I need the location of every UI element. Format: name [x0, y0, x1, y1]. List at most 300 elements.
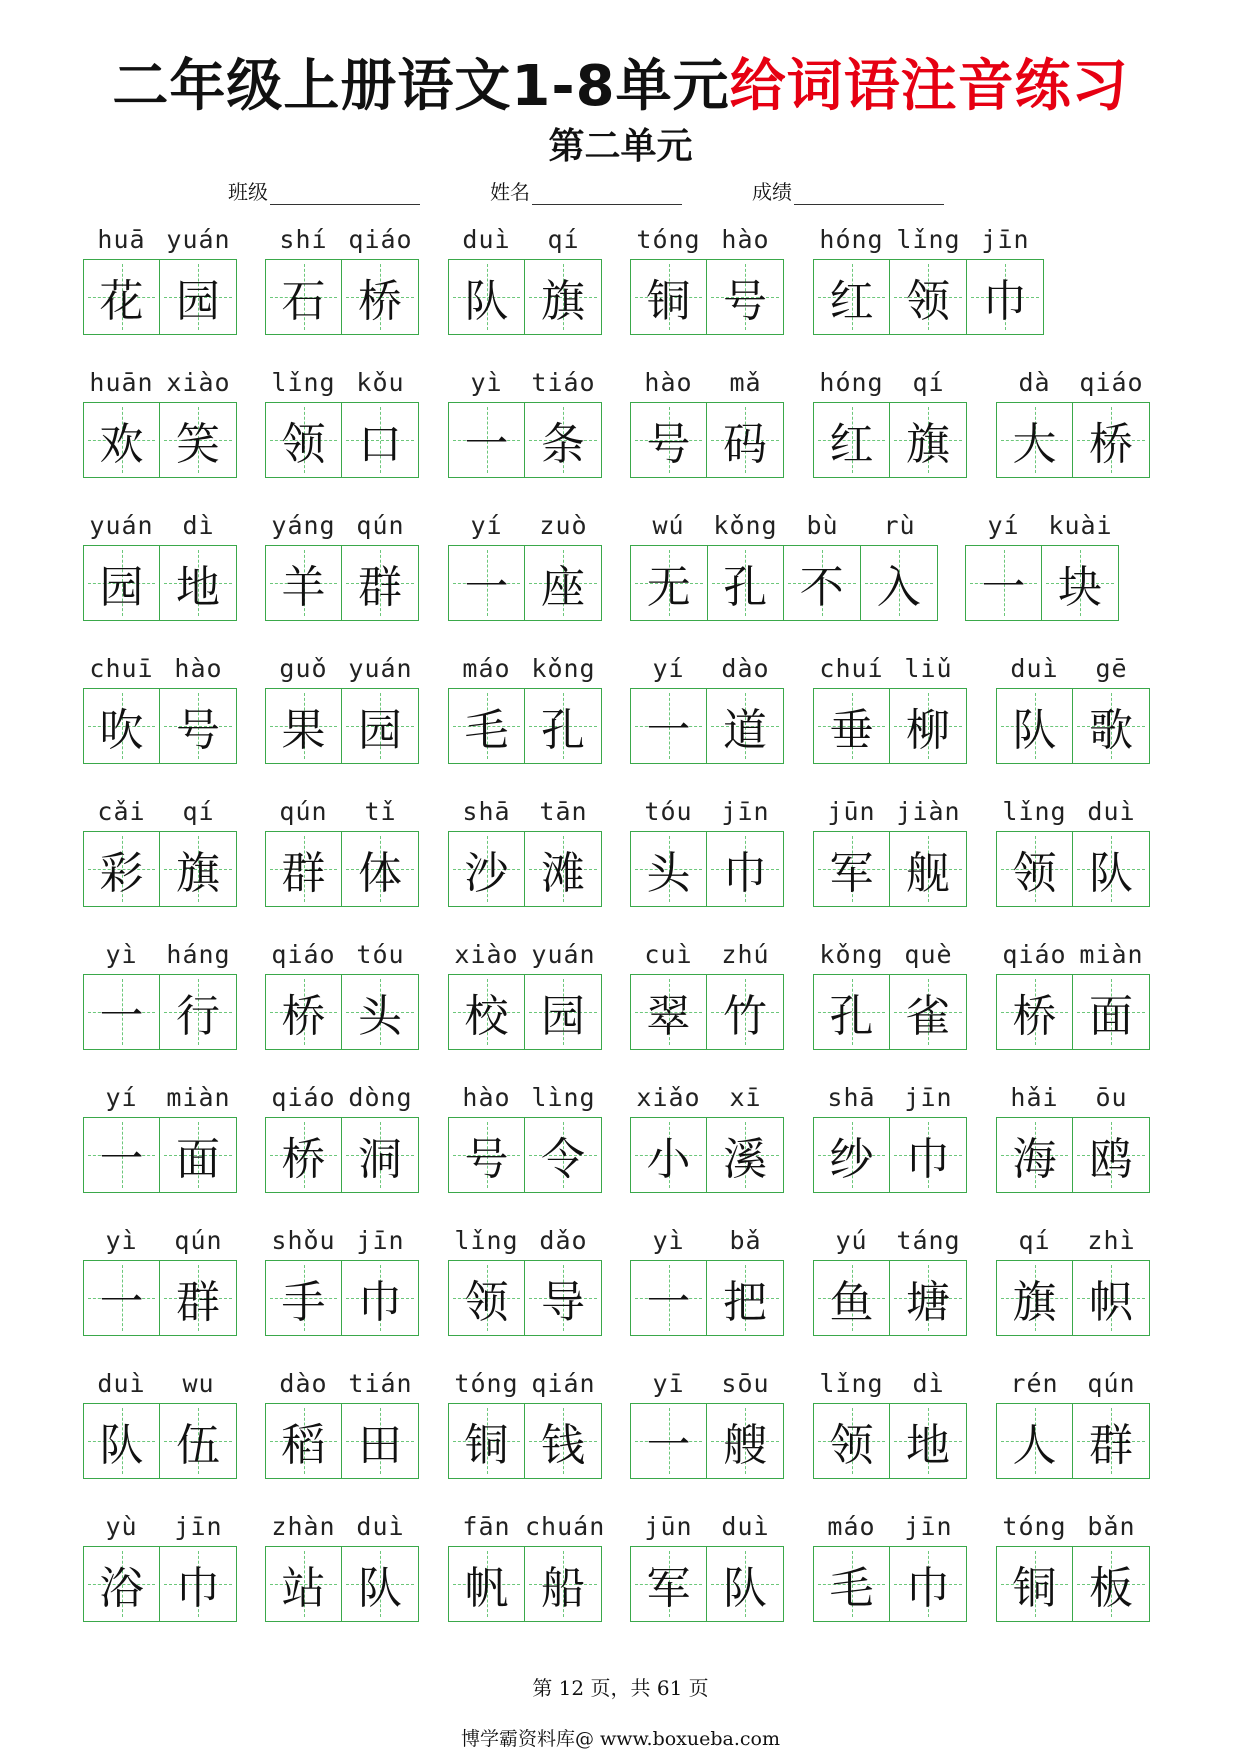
pinyin-syllable: qí — [1018, 1226, 1051, 1255]
hanzi: 头 — [358, 991, 402, 1042]
pinyin-row — [83, 1226, 237, 1260]
pinyin-syllable: jīn — [174, 1512, 223, 1541]
hanzi: 口 — [358, 419, 402, 470]
tianzige-boxes — [265, 1546, 419, 1622]
pinyin-syllable: tóng — [1002, 1512, 1067, 1541]
character-cell — [814, 260, 890, 334]
pinyin-row — [265, 225, 419, 259]
pinyin-row — [448, 225, 602, 259]
pinyin-syllable: yú — [835, 1226, 868, 1255]
hanzi: 花 — [99, 276, 144, 327]
hanzi: 一 — [646, 705, 691, 756]
pinyin-syllable: shā — [462, 797, 511, 826]
tianzige-boxes — [83, 1403, 237, 1479]
pinyin-syllable: chuí — [819, 654, 884, 683]
character-cell — [449, 546, 525, 620]
pinyin-row — [83, 797, 237, 831]
hanzi: 队 — [99, 1420, 144, 1471]
pinyin-syllable: tiáo — [531, 368, 596, 397]
pinyin-row — [813, 1369, 967, 1403]
pinyin-syllable: qiáo — [348, 225, 413, 254]
hanzi: 领 — [464, 1277, 509, 1328]
tianzige-boxes — [448, 545, 602, 621]
character-cell — [342, 1547, 418, 1621]
pinyin-syllable: jūn — [827, 797, 876, 826]
tianzige-boxes — [448, 259, 602, 335]
tianzige-boxes — [813, 974, 967, 1050]
pinyin-syllable: rù — [883, 511, 916, 540]
tianzige-boxes — [83, 974, 237, 1050]
class-blank[interactable] — [270, 182, 420, 205]
tianzige-boxes — [265, 545, 419, 621]
pinyin-syllable: yī — [652, 1369, 685, 1398]
tianzige-boxes — [265, 688, 419, 764]
character-cell — [266, 689, 342, 763]
pinyin-syllable: qún — [356, 511, 405, 540]
pinyin-syllable: dào — [721, 654, 770, 683]
tianzige-boxes — [265, 259, 419, 335]
pinyin-row — [996, 1226, 1150, 1260]
character-cell — [631, 403, 707, 477]
character-cell — [631, 832, 707, 906]
character-cell — [266, 1261, 342, 1335]
tianzige-boxes — [448, 1117, 602, 1193]
pinyin-syllable: zhì — [1087, 1226, 1136, 1255]
character-cell — [266, 832, 342, 906]
hanzi: 红 — [829, 419, 874, 470]
character-cell — [266, 1118, 342, 1192]
pinyin-syllable: lǐng — [271, 368, 336, 397]
pinyin-syllable: tián — [348, 1369, 413, 1398]
tianzige-boxes — [996, 1117, 1150, 1193]
character-cell — [890, 1261, 966, 1335]
character-cell — [631, 1261, 707, 1335]
hanzi: 园 — [541, 991, 585, 1042]
character-cell — [342, 832, 418, 906]
score-label: 成绩 — [752, 180, 792, 204]
pinyin-syllable: háng — [166, 940, 231, 969]
character-cell — [814, 1261, 890, 1335]
hanzi: 巾 — [176, 1563, 220, 1614]
hanzi: 孔 — [723, 562, 768, 613]
character-cell — [966, 546, 1042, 620]
tianzige-boxes — [630, 545, 938, 621]
hanzi: 伍 — [176, 1420, 220, 1471]
character-cell — [266, 260, 342, 334]
pinyin-syllable: shā — [827, 1083, 876, 1112]
pinyin-syllable: yí — [105, 1083, 138, 1112]
pinyin-row — [630, 368, 784, 402]
character-cell — [266, 1547, 342, 1621]
tianzige-boxes — [265, 1403, 419, 1479]
pinyin-row — [448, 1226, 602, 1260]
tianzige-boxes — [813, 1260, 967, 1336]
character-cell — [1073, 689, 1149, 763]
hanzi: 军 — [829, 848, 874, 899]
pinyin-syllable: wu — [182, 1369, 215, 1398]
hanzi: 塘 — [906, 1277, 950, 1328]
hanzi: 巾 — [723, 848, 767, 899]
tianzige-boxes — [996, 1403, 1150, 1479]
character-cell — [784, 546, 861, 620]
pinyin-row — [630, 797, 784, 831]
name-blank[interactable] — [532, 182, 682, 205]
character-cell — [814, 689, 890, 763]
pinyin-row — [996, 1083, 1150, 1117]
character-cell — [160, 403, 236, 477]
hanzi: 毛 — [829, 1563, 874, 1614]
tianzige-boxes — [265, 1260, 419, 1336]
pinyin-syllable: huān — [89, 368, 154, 397]
tianzige-boxes — [630, 831, 784, 907]
character-cell — [1073, 1261, 1149, 1335]
hanzi: 沙 — [464, 848, 509, 899]
hanzi: 毛 — [464, 705, 509, 756]
tianzige-boxes — [448, 1403, 602, 1479]
pinyin-row — [996, 797, 1150, 831]
character-cell — [890, 689, 966, 763]
character-cell — [84, 1261, 160, 1335]
pinyin-syllable: miàn — [1079, 940, 1144, 969]
tianzige-boxes — [83, 1260, 237, 1336]
pinyin-row — [265, 654, 419, 688]
pinyin-syllable: xiǎo — [636, 1083, 701, 1112]
character-cell — [342, 403, 418, 477]
hanzi: 旗 — [541, 276, 585, 327]
pinyin-row — [448, 1083, 602, 1117]
tianzige-boxes — [83, 1546, 237, 1622]
tianzige-boxes — [965, 545, 1119, 621]
character-cell — [84, 403, 160, 477]
pinyin-row — [996, 1369, 1150, 1403]
tianzige-boxes — [630, 259, 784, 335]
pinyin-row — [83, 368, 237, 402]
character-cell — [525, 1404, 601, 1478]
hanzi: 田 — [358, 1420, 402, 1471]
pinyin-syllable: yuán — [89, 511, 154, 540]
character-cell — [266, 1404, 342, 1478]
hanzi: 队 — [1089, 848, 1133, 899]
pinyin-syllable: dòng — [348, 1083, 413, 1112]
character-cell — [84, 832, 160, 906]
character-cell — [890, 1404, 966, 1478]
character-cell — [707, 975, 783, 1049]
class-label: 班级 — [228, 180, 268, 204]
pinyin-row — [265, 1226, 419, 1260]
pinyin-row — [630, 1512, 784, 1546]
pinyin-syllable: yí — [987, 511, 1020, 540]
character-cell — [525, 1547, 601, 1621]
pinyin-syllable: kǒng — [713, 511, 778, 540]
tianzige-boxes — [630, 1260, 784, 1336]
hanzi: 领 — [906, 276, 951, 327]
pinyin-syllable: jīn — [904, 1083, 953, 1112]
hanzi: 号 — [176, 705, 220, 756]
hanzi: 孔 — [541, 705, 585, 756]
character-cell — [967, 260, 1043, 334]
pinyin-syllable: tǐ — [364, 797, 397, 826]
student-info — [0, 176, 1241, 206]
character-cell — [814, 1118, 890, 1192]
pinyin-syllable: tóng — [454, 1369, 519, 1398]
pinyin-syllable: hào — [174, 654, 223, 683]
pinyin-row — [630, 940, 784, 974]
hanzi: 群 — [358, 562, 402, 613]
character-cell — [890, 832, 966, 906]
hanzi: 园 — [358, 705, 402, 756]
character-cell — [707, 1547, 783, 1621]
character-cell — [707, 260, 783, 334]
pinyin-syllable: miàn — [166, 1083, 231, 1112]
character-cell — [449, 403, 525, 477]
pinyin-row — [448, 368, 602, 402]
pinyin-syllable: duì — [721, 1512, 770, 1541]
hanzi: 领 — [1012, 848, 1057, 899]
pinyin-syllable: yì — [105, 940, 138, 969]
hanzi: 滩 — [541, 848, 585, 899]
hanzi: 铜 — [464, 1420, 509, 1471]
hanzi: 巾 — [982, 276, 1027, 327]
score-blank[interactable] — [794, 182, 944, 205]
character-cell — [525, 1118, 601, 1192]
tianzige-boxes — [265, 402, 419, 478]
hanzi: 旗 — [906, 419, 950, 470]
pinyin-syllable: dǎo — [539, 1226, 588, 1255]
pinyin-syllable: lǐng — [819, 1369, 884, 1398]
pinyin-row — [813, 797, 967, 831]
hanzi: 块 — [1058, 562, 1102, 613]
pinyin-syllable: duì — [1087, 797, 1136, 826]
hanzi: 号 — [723, 276, 767, 327]
character-cell — [160, 1404, 236, 1478]
pinyin-row — [448, 797, 602, 831]
pinyin-syllable: yì — [470, 368, 503, 397]
character-cell — [342, 689, 418, 763]
hanzi: 帆 — [464, 1563, 509, 1614]
tianzige-boxes — [813, 831, 967, 907]
hanzi: 红 — [829, 276, 874, 327]
hanzi: 面 — [1089, 991, 1133, 1042]
hanzi: 令 — [541, 1134, 585, 1185]
pinyin-row — [265, 1369, 419, 1403]
character-cell — [160, 832, 236, 906]
character-cell — [631, 1547, 707, 1621]
pinyin-row — [813, 225, 1044, 259]
pinyin-syllable: jīn — [356, 1226, 405, 1255]
hanzi: 旗 — [1012, 1277, 1057, 1328]
pinyin-syllable: qún — [174, 1226, 223, 1255]
hanzi: 溪 — [723, 1134, 767, 1185]
tianzige-boxes — [83, 1117, 237, 1193]
pinyin-row — [813, 940, 967, 974]
pinyin-syllable: bǎ — [729, 1226, 762, 1255]
pinyin-row — [448, 1369, 602, 1403]
tianzige-boxes — [448, 402, 602, 478]
character-cell — [449, 689, 525, 763]
character-cell — [631, 1404, 707, 1478]
character-cell — [631, 260, 707, 334]
pinyin-syllable: yì — [652, 1226, 685, 1255]
pinyin-syllable: jūn — [644, 1512, 693, 1541]
character-cell — [997, 689, 1073, 763]
character-cell — [160, 260, 236, 334]
character-cell — [707, 689, 783, 763]
hanzi: 不 — [799, 562, 844, 613]
hanzi: 把 — [723, 1277, 767, 1328]
hanzi: 地 — [906, 1420, 950, 1471]
hanzi: 船 — [541, 1563, 585, 1614]
pinyin-syllable: duì — [462, 225, 511, 254]
character-cell — [160, 689, 236, 763]
unit-subtitle: 第二单元 — [548, 126, 693, 167]
character-cell — [997, 1118, 1073, 1192]
character-cell — [1073, 1404, 1149, 1478]
hanzi: 洞 — [358, 1134, 402, 1185]
pinyin-row — [813, 1226, 967, 1260]
hanzi: 军 — [646, 1563, 691, 1614]
character-cell — [707, 403, 783, 477]
pinyin-syllable: gē — [1095, 654, 1128, 683]
pinyin-syllable: yáng — [271, 511, 336, 540]
class-field[interactable] — [228, 176, 420, 205]
hanzi: 果 — [281, 705, 326, 756]
tianzige-boxes — [265, 1117, 419, 1193]
pinyin-syllable: xiào — [166, 368, 231, 397]
character-cell — [525, 1261, 601, 1335]
pinyin-syllable: xī — [729, 1083, 762, 1112]
hanzi: 帜 — [1089, 1277, 1133, 1328]
character-cell — [160, 1261, 236, 1335]
character-cell — [525, 975, 601, 1049]
character-cell — [160, 975, 236, 1049]
character-cell — [890, 260, 966, 334]
hanzi: 竹 — [723, 991, 767, 1042]
hanzi: 吹 — [99, 705, 144, 756]
hanzi: 号 — [646, 419, 691, 470]
character-cell — [525, 546, 601, 620]
hanzi: 群 — [281, 848, 326, 899]
tianzige-boxes — [265, 974, 419, 1050]
tianzige-boxes — [448, 974, 602, 1050]
pinyin-row — [630, 225, 784, 259]
pinyin-syllable: bǎn — [1087, 1512, 1136, 1541]
hanzi: 入 — [876, 562, 921, 613]
hanzi: 孔 — [829, 991, 874, 1042]
hanzi: 码 — [723, 419, 767, 470]
character-cell — [525, 260, 601, 334]
hanzi: 雀 — [906, 991, 950, 1042]
character-cell — [631, 546, 708, 620]
tianzige-boxes — [265, 831, 419, 907]
character-cell — [449, 832, 525, 906]
pinyin-row — [448, 940, 602, 974]
pinyin-syllable: dì — [182, 511, 215, 540]
pinyin-row — [448, 511, 602, 545]
pinyin-syllable: yuán — [166, 225, 231, 254]
hanzi: 钱 — [541, 1420, 585, 1471]
hanzi: 巾 — [906, 1134, 950, 1185]
pinyin-syllable: qián — [531, 1369, 596, 1398]
pinyin-row — [265, 797, 419, 831]
pinyin-syllable: jiàn — [896, 797, 961, 826]
tianzige-boxes — [83, 688, 237, 764]
hanzi: 鸥 — [1089, 1134, 1133, 1185]
character-cell — [342, 975, 418, 1049]
pinyin-syllable: lìng — [531, 1083, 596, 1112]
hanzi: 艘 — [723, 1420, 767, 1471]
pinyin-row — [83, 511, 237, 545]
pinyin-row — [630, 1369, 784, 1403]
pinyin-syllable: tóu — [644, 797, 693, 826]
hanzi: 翠 — [646, 991, 691, 1042]
pinyin-syllable: tóu — [356, 940, 405, 969]
pinyin-row — [996, 654, 1150, 688]
hanzi: 头 — [646, 848, 691, 899]
hanzi: 铜 — [646, 276, 691, 327]
pinyin-syllable: zuò — [539, 511, 588, 540]
pinyin-syllable: sōu — [721, 1369, 770, 1398]
tianzige-boxes — [996, 1546, 1150, 1622]
character-cell — [814, 975, 890, 1049]
pinyin-row — [265, 1083, 419, 1117]
pinyin-syllable: tóng — [636, 225, 701, 254]
hanzi: 桥 — [281, 1134, 326, 1185]
tianzige-boxes — [83, 545, 237, 621]
character-cell — [342, 1261, 418, 1335]
pinyin-syllable: kuài — [1048, 511, 1113, 540]
pinyin-syllable: yì — [105, 1226, 138, 1255]
hanzi: 队 — [464, 276, 509, 327]
title-highlight: 给词语注音练习 — [729, 54, 1129, 119]
hanzi: 群 — [1089, 1420, 1133, 1471]
hanzi: 地 — [176, 562, 220, 613]
character-cell — [449, 1547, 525, 1621]
hanzi: 一 — [981, 562, 1026, 613]
score-field[interactable] — [752, 176, 944, 205]
name-label: 姓名 — [490, 180, 530, 204]
pinyin-syllable: liǔ — [904, 654, 953, 683]
hanzi: 园 — [99, 562, 144, 613]
pinyin-row — [83, 654, 237, 688]
character-cell — [814, 832, 890, 906]
pinyin-syllable: yuán — [348, 654, 413, 683]
tianzige-boxes — [83, 402, 237, 478]
pinyin-row — [448, 654, 602, 688]
character-cell — [160, 1547, 236, 1621]
tianzige-boxes — [630, 1403, 784, 1479]
pinyin-row — [83, 225, 237, 259]
pinyin-syllable: kǒng — [819, 940, 884, 969]
character-cell — [707, 1118, 783, 1192]
pinyin-row — [83, 1083, 237, 1117]
character-cell — [1073, 403, 1149, 477]
tianzige-boxes — [996, 974, 1150, 1050]
character-cell — [449, 260, 525, 334]
hanzi: 一 — [99, 991, 144, 1042]
page-title — [0, 42, 1241, 122]
character-cell — [707, 1261, 783, 1335]
pinyin-syllable: duì — [97, 1369, 146, 1398]
character-cell — [997, 403, 1073, 477]
hanzi: 柳 — [906, 705, 950, 756]
name-field[interactable] — [490, 176, 682, 205]
character-cell — [1073, 832, 1149, 906]
hanzi: 彩 — [99, 848, 144, 899]
hanzi: 巾 — [358, 1277, 402, 1328]
hanzi: 号 — [464, 1134, 509, 1185]
pinyin-syllable: máo — [462, 654, 511, 683]
pinyin-syllable: hóng — [819, 225, 884, 254]
